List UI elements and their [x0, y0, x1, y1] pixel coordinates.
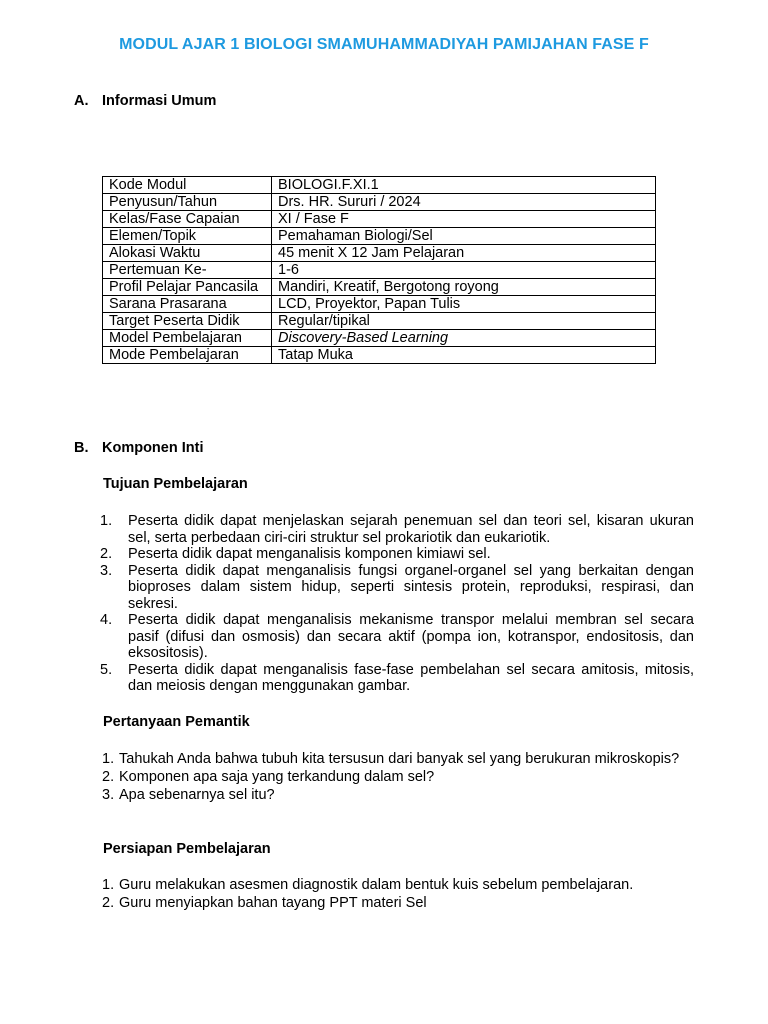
pemantik-list — [100, 751, 694, 805]
list-item — [100, 563, 694, 613]
table-key: Pertemuan Ke- — [103, 262, 272, 279]
list-item — [100, 787, 694, 804]
section-a-letter: A. — [74, 93, 89, 109]
table-value: Pemahaman Biologi/Sel — [272, 228, 656, 245]
table-row — [103, 313, 656, 330]
section-b-letter: B. — [74, 440, 89, 456]
section-a-title: Informasi Umum — [102, 93, 217, 109]
table-key: Elemen/Topik — [103, 228, 272, 245]
list-item — [100, 662, 694, 695]
list-text: Guru melakukan asesmen diagnostik dalam bentuk kuis sebelum pembelajaran. — [119, 877, 634, 893]
list-item — [100, 877, 694, 894]
list-item — [100, 895, 694, 912]
list-item — [100, 513, 694, 546]
table-key: Target Peserta Didik — [103, 313, 272, 330]
tujuan-list — [100, 513, 694, 695]
table-value: Discovery-Based Learning — [272, 330, 656, 347]
persiapan-list — [100, 877, 694, 913]
table-value: 1-6 — [272, 262, 656, 279]
table-key: Profil Pelajar Pancasila — [103, 279, 272, 296]
list-text: Peserta didik dapat menjelaskan sejarah penemuan sel dan teori sel, kisaran ukuran sel, serta perbedaan ciri-ciri struktur sel prokariotik dan eukariotik. — [128, 513, 694, 546]
list-number: 1. — [102, 751, 115, 767]
list-text: Apa sebenarnya sel itu? — [119, 787, 275, 803]
table-row — [103, 228, 656, 245]
table-key: Sarana Prasarana — [103, 296, 272, 313]
list-number: 1. — [100, 513, 113, 529]
info-table — [102, 176, 656, 364]
table-key: Model Pembelajaran — [103, 330, 272, 347]
list-item — [100, 612, 694, 662]
table-row — [103, 330, 656, 347]
table-value: Tatap Muka — [272, 347, 656, 364]
table-row — [103, 296, 656, 313]
table-value: 45 menit X 12 Jam Pelajaran — [272, 245, 656, 262]
list-text: Tahukah Anda bahwa tubuh kita tersusun dari banyak sel yang berukuran mikroskopis? — [119, 751, 680, 767]
table-key: Kode Modul — [103, 177, 272, 194]
list-text: Peserta didik dapat menganalisis fungsi organel-organel sel yang berkaitan dengan bioproses dalam sistem hidup, seperti sintesis protein, reproduksi, respirasi, dan sekresi. — [128, 562, 694, 612]
pemantik-heading: Pertanyaan Pemantik — [103, 714, 250, 730]
section-a-heading — [74, 93, 216, 109]
table-key: Kelas/Fase Capaian — [103, 211, 272, 228]
table-key: Penyusun/Tahun — [103, 194, 272, 211]
persiapan-heading: Persiapan Pembelajaran — [103, 841, 271, 857]
list-number: 2. — [102, 895, 115, 911]
tujuan-heading: Tujuan Pembelajaran — [103, 476, 248, 492]
table-row — [103, 211, 656, 228]
list-text: Peserta didik dapat menganalisis komponen kimiawi sel. — [128, 546, 491, 562]
table-value: Drs. HR. Sururi / 2024 — [272, 194, 656, 211]
list-item — [100, 769, 694, 786]
list-number: 3. — [100, 562, 113, 579]
table-row — [103, 177, 656, 194]
table-row — [103, 347, 656, 364]
table-value: XI / Fase F — [272, 211, 656, 228]
section-b-title: Komponen Inti — [102, 440, 204, 456]
list-number: 2. — [102, 769, 115, 785]
table-key: Alokasi Waktu — [103, 245, 272, 262]
list-number: 4. — [100, 612, 113, 628]
table-value: Mandiri, Kreatif, Bergotong royong — [272, 279, 656, 296]
table-row — [103, 194, 656, 211]
table-value: LCD, Proyektor, Papan Tulis — [272, 296, 656, 313]
list-item — [100, 751, 694, 768]
table-value: Regular/tipikal — [272, 313, 656, 330]
table-value: BIOLOGI.F.XI.1 — [272, 177, 656, 194]
table-row — [103, 262, 656, 279]
list-text: Guru menyiapkan bahan tayang PPT materi Sel — [119, 895, 427, 911]
section-b-heading — [74, 440, 204, 456]
list-item — [100, 546, 694, 563]
table-row — [103, 279, 656, 296]
list-text: Komponen apa saja yang terkandung dalam sel? — [119, 769, 435, 785]
list-text: Peserta didik dapat menganalisis fase-fase pembelahan sel secara amitosis, mitosis, dan meiosis dengan menggunakan gambar. — [128, 661, 694, 694]
list-number: 3. — [102, 787, 115, 803]
table-row — [103, 245, 656, 262]
list-number: 1. — [102, 877, 115, 893]
list-number: 5. — [100, 661, 113, 678]
list-number: 2. — [100, 546, 113, 562]
table-key: Mode Pembelajaran — [103, 347, 272, 364]
list-text: Peserta didik dapat menganalisis mekanisme transpor melalui membran sel secara pasif (difusi dan osmosis) dan secara aktif (pompa ion, kotranspor, endositosis, dan eksositosis). — [128, 612, 694, 661]
document-title: MODUL AJAR 1 BIOLOGI SMAMUHAMMADIYAH PAMIJAHAN FASE F — [119, 36, 649, 53]
